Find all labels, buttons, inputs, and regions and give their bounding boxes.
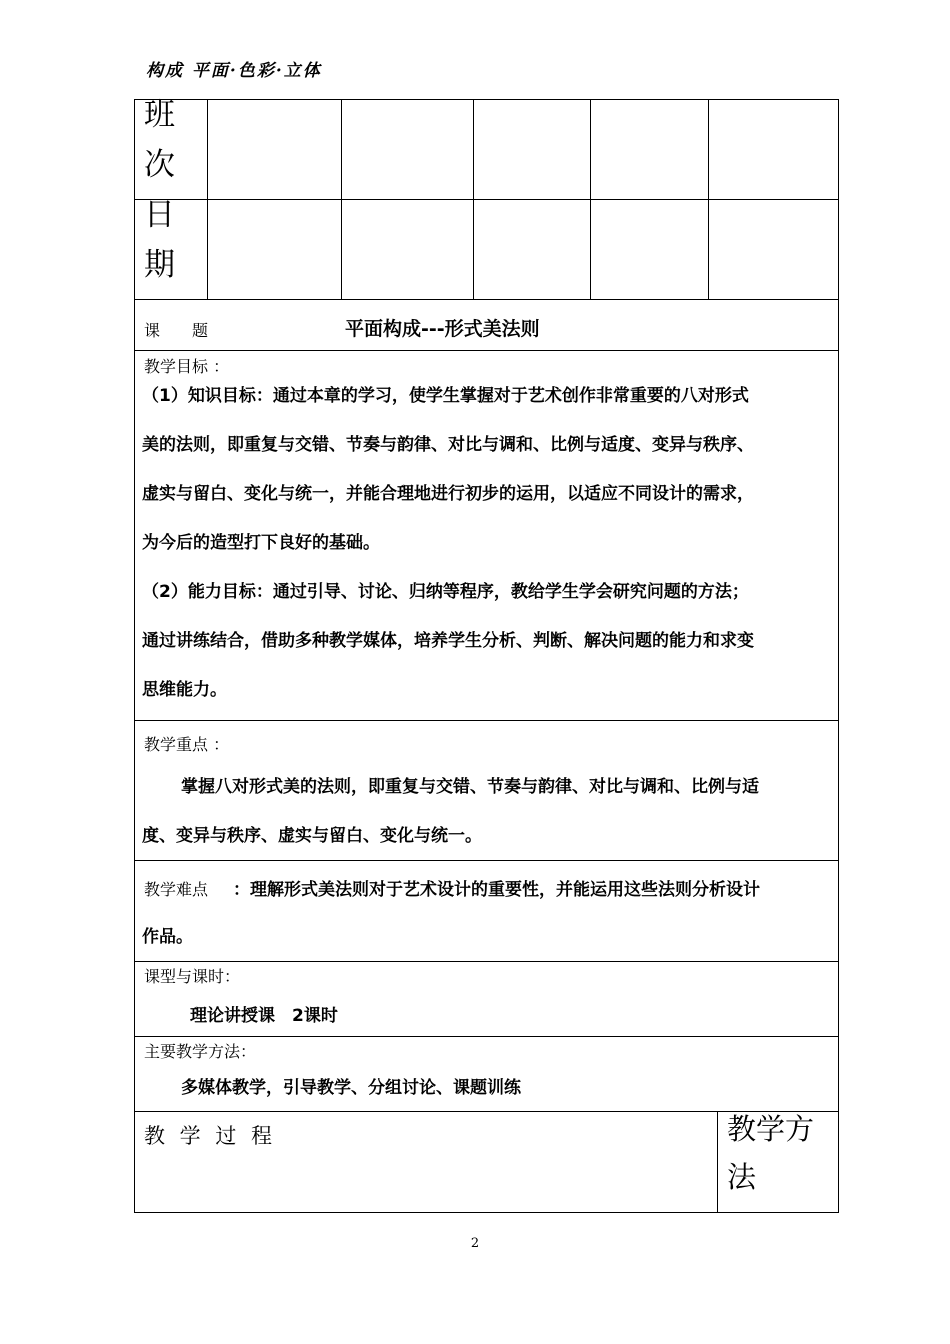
objectives-line: 虚实与留白、变化与统一，并能合理地进行初步的运用，以适应不同设计的需求，	[142, 484, 754, 504]
objectives-label: 教学目标 ：	[144, 357, 230, 376]
column-divider	[708, 99, 709, 300]
objectives-line: （1）知识目标：通过本章的学习，使学生掌握对于艺术创作非常重要的八对形式	[142, 386, 749, 406]
methods-value: 多媒体教学，引导教学、分组讨论、课题训练	[181, 1078, 521, 1098]
table-border-left	[134, 99, 135, 1213]
page-number: 2	[470, 1236, 480, 1251]
methods-label: 主要教学方法：	[144, 1042, 257, 1061]
row-divider	[134, 961, 839, 962]
objectives-line: （2）能力目标：通过引导、讨论、归纳等程序，教给学生学会研究问题的方法；	[142, 582, 749, 602]
key-points-line: 掌握八对形式美的法则，即重复与交错、节奏与韵律、对比与调和、比例与适	[181, 777, 759, 797]
class-label-char-2: 次	[144, 147, 175, 183]
row-divider	[134, 199, 839, 200]
row-divider	[134, 99, 839, 100]
column-divider	[473, 99, 474, 300]
method-column-heading-line: 教学方	[727, 1112, 815, 1146]
date-label-char-1: 日	[144, 197, 175, 233]
objectives-line: 思维能力。	[142, 680, 227, 700]
column-divider	[590, 99, 591, 300]
key-points-line: 度、变异与秩序、虚实与留白、变化与统一。	[142, 826, 482, 846]
process-label: 教 学 过 程	[144, 1124, 277, 1148]
difficulties-label: 教学难点	[144, 880, 209, 899]
row-divider	[134, 1036, 839, 1037]
lesson-type-value: 理论讲授课 2课时	[190, 1006, 338, 1026]
topic-label: 课 题	[144, 321, 209, 340]
table-border-right	[838, 99, 839, 1213]
key-points-label: 教学重点 ：	[144, 735, 230, 754]
row-divider	[134, 860, 839, 861]
date-label-char-2: 期	[144, 247, 175, 283]
class-label-char-1: 班	[144, 97, 175, 133]
column-divider	[717, 1111, 718, 1213]
row-divider	[134, 350, 839, 351]
column-divider	[207, 99, 208, 300]
method-column-heading-line: 法	[727, 1160, 757, 1194]
objectives-line: 为今后的造型打下良好的基础。	[142, 533, 380, 553]
running-header: 构成 平面·色彩·立体	[146, 61, 322, 81]
objectives-line: 通过讲练结合，借助多种教学媒体，培养学生分析、判断、解决问题的能力和求变	[142, 631, 754, 651]
difficulties-line: ：理解形式美法则对于艺术设计的重要性，并能运用这些法则分析设计	[233, 880, 760, 900]
topic-value: 平面构成---形式美法则	[345, 318, 540, 340]
row-divider	[134, 720, 839, 721]
column-divider	[341, 99, 342, 300]
row-divider	[134, 1212, 839, 1213]
objectives-line: 美的法则，即重复与交错、节奏与韵律、对比与调和、比例与适度、变异与秩序、	[142, 435, 754, 455]
row-divider	[134, 299, 839, 300]
difficulties-line: 作品。	[142, 927, 193, 947]
lesson-type-label: 课型与课时：	[144, 967, 241, 986]
